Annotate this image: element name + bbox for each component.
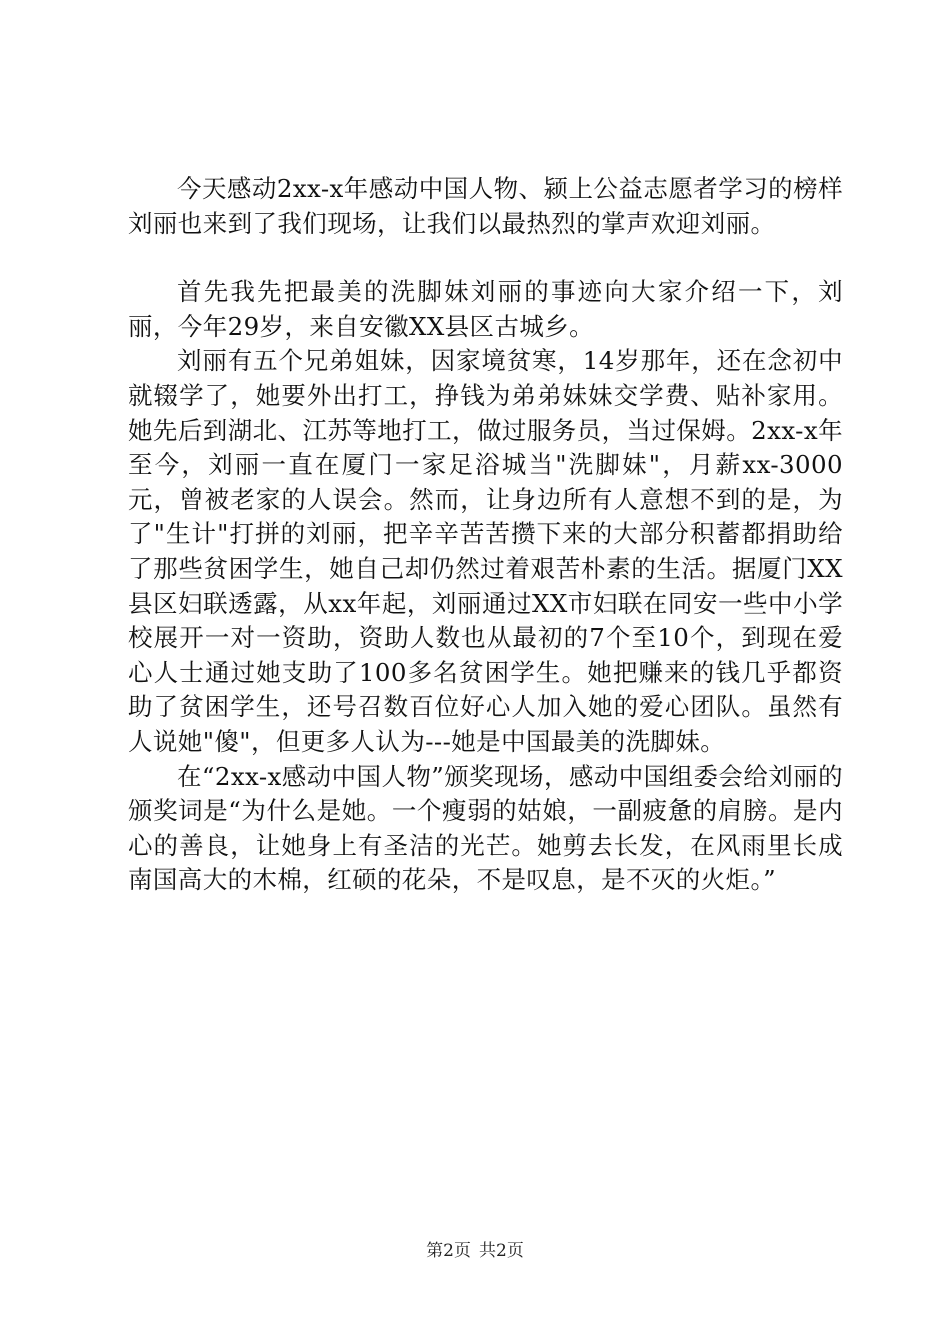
document-body xyxy=(128,172,843,898)
paragraph-award: 在“2xx-x感动中国人物”颁奖现场，感动中国组委会给刘丽的颁奖词是“为什么是她。一个瘦弱的姑娘，一副疲惫的肩膀。是内心的善良，让她身上有圣洁的光芒。她剪去长发，在风雨里长成南国高大的木棉，红硕的花朵，不是叹息，是不灭的火炬。” xyxy=(128,761,843,895)
page-total: 共2页 xyxy=(479,1241,524,1261)
paragraph-introduction: 首先我先把最美的洗脚妹刘丽的事迹向大家介绍一下，刘丽，今年29岁，来自安徽XX县区古城乡。 xyxy=(128,277,843,341)
paragraph-story: 刘丽有五个兄弟姐妹，因家境贫寒，14岁那年，还在念初中就辍学了，她要外出打工，挣钱为弟弟妹妹交学费、贴补家用。她先后到湖北、江苏等地打工，做过服务员，当过保姆。2xx-x年至今，刘丽一直在厦门一家足浴城当"洗脚妹"，月薪xx-3000元，曾被老家的人误会。然而，让身边所有人意想不到的是，为了"生计"打拼的刘丽，把辛辛苦苦攒下来的大部分积蓄都捐助给了那些贫困学生，她自己却仍然过着艰苦朴素的生活。据厦门XX县区妇联透露，从xx年起，刘丽通过XX市妇联在同安一些中小学校展开一对一资助，资助人数也从最初的7个至10个，到现在爱心人士通过她支助了100多名贫困学生。她把赚来的钱几乎都资助了贫困学生，还号召数百位好心人加入她的爱心团队。虽然有人说她"傻"，但更多人认为---她是中国最美的洗脚妹。 xyxy=(128,346,843,756)
page-number: 第2页 xyxy=(426,1241,471,1261)
page-footer xyxy=(0,1240,950,1262)
paragraph-intro: 今天感动2xx-x年感动中国人物、颍上公益志愿者学习的榜样刘丽也来到了我们现场，让我们以最热烈的掌声欢迎刘丽。 xyxy=(128,174,843,238)
